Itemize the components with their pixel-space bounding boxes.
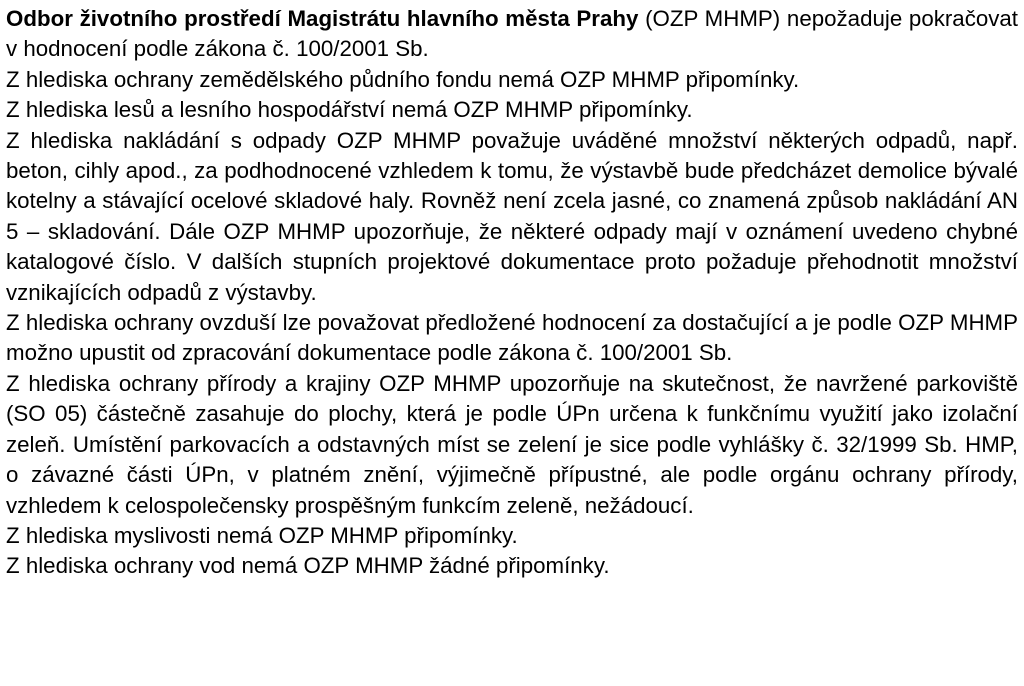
- intro-paragraph: [6, 4, 1018, 65]
- intro-text: (OZP MHMP) nepožaduje pokračovat v hodnocení podle zákona č. 100/2001 Sb.: [6, 6, 1018, 62]
- paragraph-agricultural-land: Z hlediska ochrany zemědělského půdního fondu nemá OZP MHMP připomínky.: [6, 66, 800, 92]
- paragraph-forests: Z hlediska lesů a lesního hospodářství nemá OZP MHMP připomínky.: [6, 97, 693, 123]
- paragraph-hunting: Z hlediska myslivosti nemá OZP MHMP připomínky.: [6, 522, 518, 548]
- paragraph-water: Z hlediska ochrany vod nemá OZP MHMP žádné připomínky.: [6, 553, 610, 579]
- paragraph-waste: Z hlediska nakládání s odpady OZP MHMP považuje uváděné množství některých odpadů, např. beton, cihly apod., za podhodnocené vzhledem k tomu, že výstavbě bude předcházet demolice bývalé kotelny a stávající ocelové skladové haly. Rovněž není zcela jasné, co znamená způsob nakládání AN 5 – skladování. Dále OZP MHMP upozorňuje, že některé odpady mají v oznámení uvedeno chybné katalogové číslo. V dalších stupních projektové dokumentace proto požaduje přehodnotit množství vznikajících odpadů z výstavby.: [6, 127, 1018, 305]
- department-name: Odbor životního prostředí Magistrátu hlavního města Prahy: [6, 6, 639, 31]
- paragraph-air: Z hlediska ochrany ovzduší lze považovat předložené hodnocení za dostačující a je podle OZP MHMP možno upustit od zpracování dokumentace podle zákona č. 100/2001 Sb.: [6, 310, 1018, 366]
- paragraph-nature-landscape: Z hlediska ochrany přírody a krajiny OZP MHMP upozorňuje na skutečnost, že navržené parkoviště (SO 05) částečně zasahuje do plochy, která je podle ÚPn určena k funkčnímu využití jako izolační zeleň. Umístění parkovacích a odstavných míst se zelení je sice podle vyhlášky č. 32/1999 Sb. HMP, o závazné části ÚPn, v platném znění, výjimečně přípustné, ale podle orgánu ochrany přírody, vzhledem k celospolečensky prospěšným funkcím zeleně, nežádoucí.: [6, 370, 1018, 518]
